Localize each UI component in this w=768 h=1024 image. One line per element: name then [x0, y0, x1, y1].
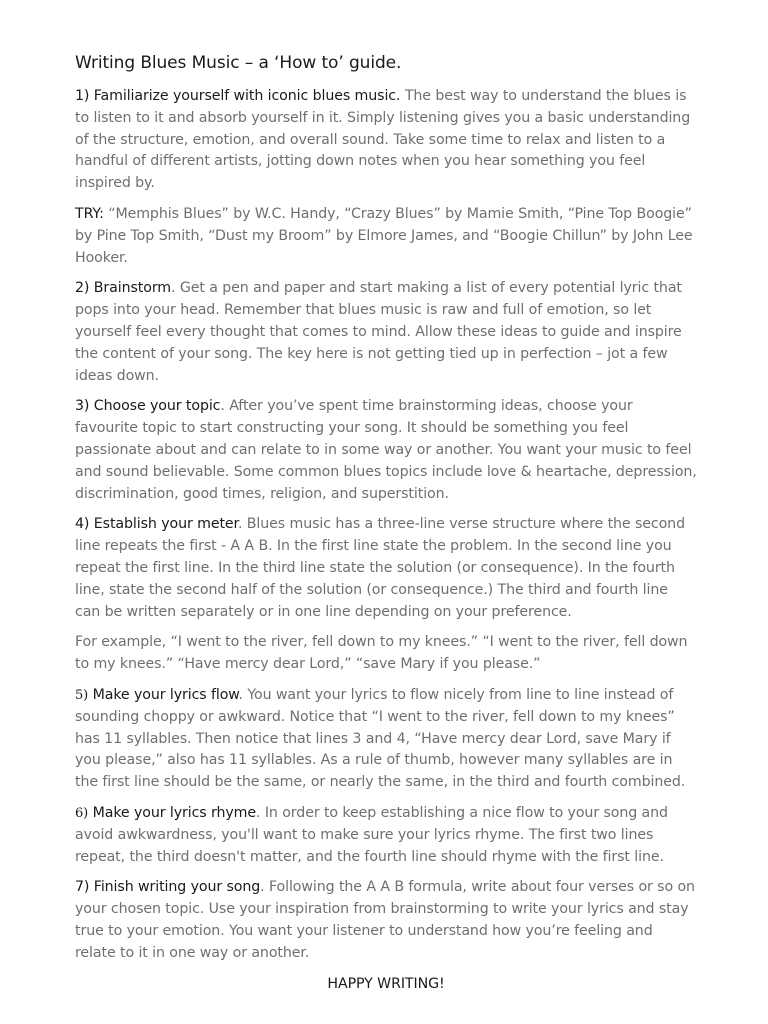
- step-heading: Make your lyrics flow: [92, 686, 239, 703]
- step-5-paragraph: [75, 685, 697, 794]
- step-body: The best way to understand the blues is to listen to it and absorb yourself in it. Simply listening gives you a basic understanding of the structure, emotion, and overall sound. Take some time to relax and listen to a handful of different artists, jotting down notes when you hear something you feel inspired by.: [75, 88, 691, 192]
- step-heading: Establish your meter: [93, 516, 238, 533]
- step-number: 5): [75, 687, 89, 703]
- step-body: . Following the A A B formula, write about four verses or so on your chosen topic. Use your inspiration from brainstorming to write your lyrics and stay true to your emotion. You want your listener to understand how you’re feeling and relate to it in one way or another.: [75, 879, 695, 961]
- document-title: Writing Blues Music – a ‘How to’ guide.: [75, 53, 402, 73]
- step-body: . In order to keep establishing a nice flow to your song and avoid awkwardness, you'll want to make sure your lyrics rhyme. The first two lines repeat, the third doesn't matter, and the fourth line should rhyme with the first line.: [75, 804, 668, 865]
- step-number: 4): [75, 516, 90, 533]
- step-number: 2): [75, 280, 90, 297]
- try-label: TRY:: [75, 205, 104, 222]
- step-number: 6): [75, 805, 89, 821]
- step-7-paragraph: [75, 877, 697, 964]
- try-body: “Memphis Blues” by W.C. Handy, “Crazy Blues” by Mamie Smith, “Pine Top Boogie” by Pine Top Smith, “Dust my Broom” by Elmore James, and “Boogie Chillun” by John Lee Hooker.: [75, 205, 693, 266]
- step-4-paragraph: [75, 514, 697, 623]
- step-heading: Familiarize yourself with iconic blues music.: [93, 88, 401, 104]
- step-heading: Choose your topic: [93, 398, 221, 415]
- step-6-paragraph: [75, 803, 697, 868]
- step-heading: Make your lyrics rhyme: [92, 804, 257, 821]
- step-3-paragraph: [75, 396, 697, 505]
- step-2-paragraph: [75, 278, 697, 387]
- closing-line: HAPPY WRITING!: [327, 976, 445, 993]
- step-body: . After you’ve spent time brainstorming ideas, choose your favourite topic to start constructing your song. It should be something you feel passionate about and can relate to in some way or another. You want your music to feel and sound believable. Some common blues topics include love & heartache, depression, discrimination, good times, religion, and superstition.: [75, 398, 697, 502]
- example-paragraph: For example, “I went to the river, fell down to my knees.” “I went to the river, fell down to my knees.” “Have mercy dear Lord,” “save Mary if you please.”: [75, 634, 688, 673]
- step-heading: Brainstorm: [93, 280, 172, 297]
- step-heading: Finish writing your song: [93, 879, 261, 896]
- step-1-paragraph: [75, 86, 697, 195]
- try-paragraph: [75, 204, 697, 269]
- step-number: 3): [75, 398, 90, 415]
- step-body: . You want your lyrics to flow nicely from line to line instead of sounding choppy or awkward. Notice that “I went to the river, fell down to my knees” has 11 syllables. Then notice that lines 3 and 4, “Have mercy dear Lord, save Mary if you please,” also has 11 syllables. As a rule of thumb, however many syllables are in the first line should be the same, or nearly the same, in the third and fourth combined.: [75, 686, 686, 791]
- step-number: 7): [75, 879, 90, 896]
- document-page: [75, 50, 697, 996]
- step-body: . Get a pen and paper and start making a list of every potential lyric that pops into your head. Remember that blues music is raw and full of emotion, so let yourself feel every thought that comes to mind. Allow these ideas to guide and inspire the content of your song. The key here is not getting tied up in perfection – jot a few ideas down.: [75, 280, 682, 384]
- step-number: 1): [75, 88, 90, 104]
- step-body: . Blues music has a three-line verse structure where the second line repeats the first - A A B. In the first line state the problem. In the second line you repeat the first line. In the third line state the solution (or consequence). In the fourth line, state the second half of the solution (or consequence.) The third and fourth line can be written separately or in one line depending on your preference.: [75, 516, 685, 620]
